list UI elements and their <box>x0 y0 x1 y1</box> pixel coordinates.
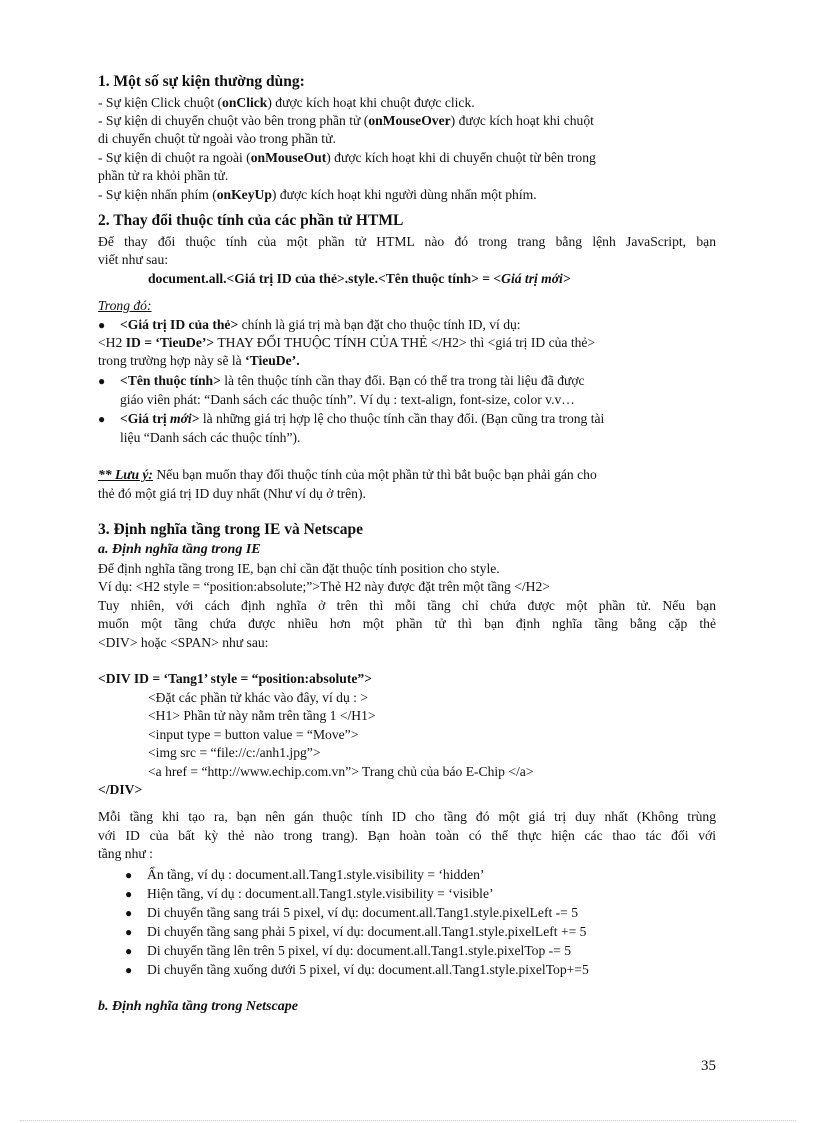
bullet-attribute-name-line2: giáo viên phát: “Danh sách các thuộc tính”. Ví dụ : text-align, font-size, color v.v… <box>120 392 575 407</box>
bullet-dot-icon: ● <box>125 925 133 939</box>
code-line: <a href = “http://www.echip.com.vn”> Trang chủ của báo E-Chip </a> <box>148 764 534 779</box>
section-3a-p4-line1: Mỗi tầng khi tạo ra, bạn nên gán thuộc tính ID cho tầng đó một giá trị duy nhất (Không trùng <box>98 809 716 824</box>
note-label: ** Lưu ý: <box>98 467 153 482</box>
section-2-title: 2. Thay đổi thuộc tính của các phần tử HTML <box>98 212 404 229</box>
bullet-dot-icon: ● <box>98 374 106 388</box>
section-3a-p3-line3: <DIV> hoặc <SPAN> như sau: <box>98 635 269 650</box>
event-item-onmouseout: - Sự kiện di chuột ra ngoài (onMouseOut) được kích hoạt khi di chuyển chuột từ bên trong <box>98 150 596 165</box>
page-bottom-divider <box>20 1120 796 1121</box>
keyword-onmouseover: onMouseOver <box>368 113 451 128</box>
code-div-close: </DIV> <box>98 782 143 797</box>
section-3a-p3-line1: Tuy nhiên, với cách định nghĩa ở trên thì mỗi tầng chỉ chứa được một phần tử. Nếu bạn <box>98 598 716 613</box>
section-2-intro-line1: Để thay đổi thuộc tính của một phần tử HTML nào đó trong trang bằng lệnh JavaScript, bạn <box>98 234 716 249</box>
section-2-intro-line2: viết như sau: <box>98 252 169 267</box>
section-1-title: 1. Một số sự kiện thường dùng: <box>98 73 305 90</box>
keyword-onkeyup: onKeyUp <box>216 187 272 202</box>
section-3a-title: a. Định nghĩa tầng trong IE <box>98 542 261 557</box>
bullet-id-example-line2: trong trường hợp này sẽ là ‘TieuDe’. <box>98 353 300 368</box>
bullet-new-value-line2: liệu “Danh sách các thuộc tính”). <box>120 430 301 445</box>
page-number: 35 <box>701 1058 716 1074</box>
section-3a-p3-line2: muốn một tầng chứa được nhiều hơn một phần tử thì bạn định nghĩa tầng bằng cặp thẻ <box>98 616 716 631</box>
section-3a-p4-line2: với ID của bất kỳ thẻ nào trong trang). Bạn hoàn toàn có thể thực hiện các thao tác đối với <box>98 828 716 843</box>
code-line: <input type = button value = “Move”> <box>148 727 359 742</box>
bullet-dot-icon: ● <box>125 868 133 882</box>
bullet-dot-icon: ● <box>125 963 133 977</box>
bullet-dot-icon: ● <box>125 944 133 958</box>
bullet-dot-icon: ● <box>98 412 106 426</box>
bullet-dot-icon: ● <box>125 906 133 920</box>
section-3a-p1: Để định nghĩa tầng trong IE, bạn chỉ cần đặt thuộc tính position cho style. <box>98 561 500 576</box>
bullet-id-example: <H2 ID = ‘TieuDe’> THAY ĐỔI THUỘC TÍNH CỦA THẺ </H2> thì <giá trị ID của thẻ> <box>98 335 596 350</box>
code-div-open: <DIV ID = ‘Tang1’ style = “position:absolute”> <box>98 671 372 686</box>
note-paragraph-line2: thẻ đó một giá trị ID duy nhất (Như ví dụ ở trên). <box>98 486 366 501</box>
bullet-dot-icon: ● <box>98 318 106 332</box>
document-page: 1. Một số sự kiện thường dùng: - Sự kiện Click chuột (onClick) được kích hoạt khi chuột được click. - Sự kiện di chuyển chuột vào bên trong phần tử (onMouseOver) được kích hoạt khi chuột di chuyển chuột từ ngoài vào trong phần tử. - Sự kiện di chuột ra ngoài (onMouseOut) được kích hoạt khi di chuyển chuột từ bên trong phần tử ra khỏi phần tử. - Sự kiện nhấn phím (onKeyUp) được kích hoạt khi người dùng nhấn một phím. 2. Thay đổi thuộc tính của các phần tử HTML Để thay đổi thuộc tính của một phần tử HTML nào đó trong trang bằng lệnh JavaScript, bạn viết như sau: document.all.<Giá trị ID của thẻ>.style.<Tên thuộc tính> = <Giá trị mới> Trong đó: ● <Giá trị ID của thẻ> chính là giá trị mà bạn đặt cho thuộc tính ID, ví dụ: <H2 ID = ‘TieuDe’> THAY ĐỔI THUỘC TÍNH CỦA THẺ </H2> thì <giá trị ID của thẻ> trong trường hợp này sẽ là ‘TieuDe’. ● <Tên thuộc tính> là tên thuộc tính cần thay đổi. Bạn có thể tra trong tài liệu đã được giáo viên phát: “Danh sách các thuộc tính”. Ví dụ : text-align, font-size, color v.v… ● <Giá trị mới> là những giá trị hợp lệ cho thuộc tính cần thay đổi. (Bạn cũng tra trong tài liệu “Danh sách các thuộc tính”). ** Lưu ý: Nếu bạn muốn thay đổi thuộc tính của một phần tử thì bắt buộc bạn phải gán cho thẻ đó một giá trị ID duy nhất (Như ví dụ ở trên). 3. Định nghĩa tầng trong IE và Netscape a. Định nghĩa tầng trong IE Để định nghĩa tầng trong IE, bạn chỉ cần đặt thuộc tính position cho style. Ví dụ: <H2 style = “position:absolute;”>Thẻ H2 này được đặt trên một tầng </H2> Tuy nhiên, với cách định nghĩa ở trên thì mỗi tầng chỉ chứa được một phần tử. Nếu bạn muốn một tầng chứa được nhiều hơn một phần tử thì bạn định nghĩa tầng bằng cặp thẻ <DIV> hoặc <SPAN> như sau: <DIV ID = ‘Tang1’ style = “position:absolute”> <Đặt các phần tử khác vào đây, ví dụ : > <H1> Phần tử này nằm trên tầng 1 </H1> <input type = button value = “Move”> <img src = “file://c:/anh1.jpg”> <a href = “http://www.echip.com.vn”> Trang chủ của báo E-Chip </a> </DIV> Mỗi tầng khi tạo ra, bạn nên gán thuộc tính ID cho tầng đó một giá trị duy nhất (Không trùng với ID của bất kỳ thẻ nào trong trang). Bạn hoàn toàn có thể thực hiện các thao tác đối với tầng như : ● Ẩn tầng, ví dụ : document.all.Tang1.style.visibility = ‘hidden’ ● Hiện tầng, ví dụ : document.all.Tang1.style.visibility = ‘visible’ ● Di chuyển tầng sang trái 5 pixel, ví dụ: document.all.Tang1.style.pixelLeft -= 5 ● Di chuyển tầng sang phải 5 pixel, ví dụ: document.all.Tang1.style.pixelLeft += 5 ● Di chuyển tầng lên trên 5 pixel, ví dụ: document.all.Tang1.style.pixelTop -= 5 ● Di chuyển tầng xuống dưới 5 pixel, ví dụ: document.all.Tang1.style.pixelTop+=5 b. Định nghĩa tầng trong Netscape 35 <box>98 73 716 1074</box>
section-3-title: 3. Định nghĩa tầng trong IE và Netscape <box>98 521 363 538</box>
event-item-onmouseover-cont: di chuyển chuột từ ngoài vào trong phần tử. <box>98 131 336 146</box>
code-line: <H1> Phần tử này nằm trên tầng 1 </H1> <box>148 708 376 723</box>
bullet-dot-icon: ● <box>125 887 133 901</box>
note-paragraph: ** Lưu ý: Nếu bạn muốn thay đổi thuộc tính của một phần tử thì bắt buộc bạn phải gán cho <box>98 467 597 482</box>
syntax-line: document.all.<Giá trị ID của thẻ>.style.<Tên thuộc tính> = <Giá trị mới> <box>148 271 571 286</box>
keyword-onmouseout: onMouseOut <box>250 150 327 165</box>
code-line: <img src = “file://c:/anh1.jpg”> <box>148 745 321 760</box>
code-line: <Đặt các phần tử khác vào đây, ví dụ : > <box>148 690 368 705</box>
event-item-onmouseout-cont: phần tử ra khỏi phần tử. <box>98 168 229 183</box>
event-item-onkeyup: - Sự kiện nhấn phím (onKeyUp) được kích hoạt khi người dùng nhấn một phím. <box>98 187 537 202</box>
section-3a-p4-line3: tầng như : <box>98 846 153 861</box>
event-item-onmouseover: - Sự kiện di chuyển chuột vào bên trong phần tử (onMouseOver) được kích hoạt khi chuột <box>98 113 594 128</box>
where-label: Trong đó: <box>98 298 152 313</box>
section-3b-title: b. Định nghĩa tầng trong Netscape <box>98 999 298 1014</box>
keyword-onclick: onClick <box>222 95 268 110</box>
event-item-onclick: - Sự kiện Click chuột (onClick) được kích hoạt khi chuột được click. <box>98 95 475 110</box>
section-3a-p2: Ví dụ: <H2 style = “position:absolute;”>Thẻ H2 này được đặt trên một tầng </H2> <box>98 579 550 594</box>
